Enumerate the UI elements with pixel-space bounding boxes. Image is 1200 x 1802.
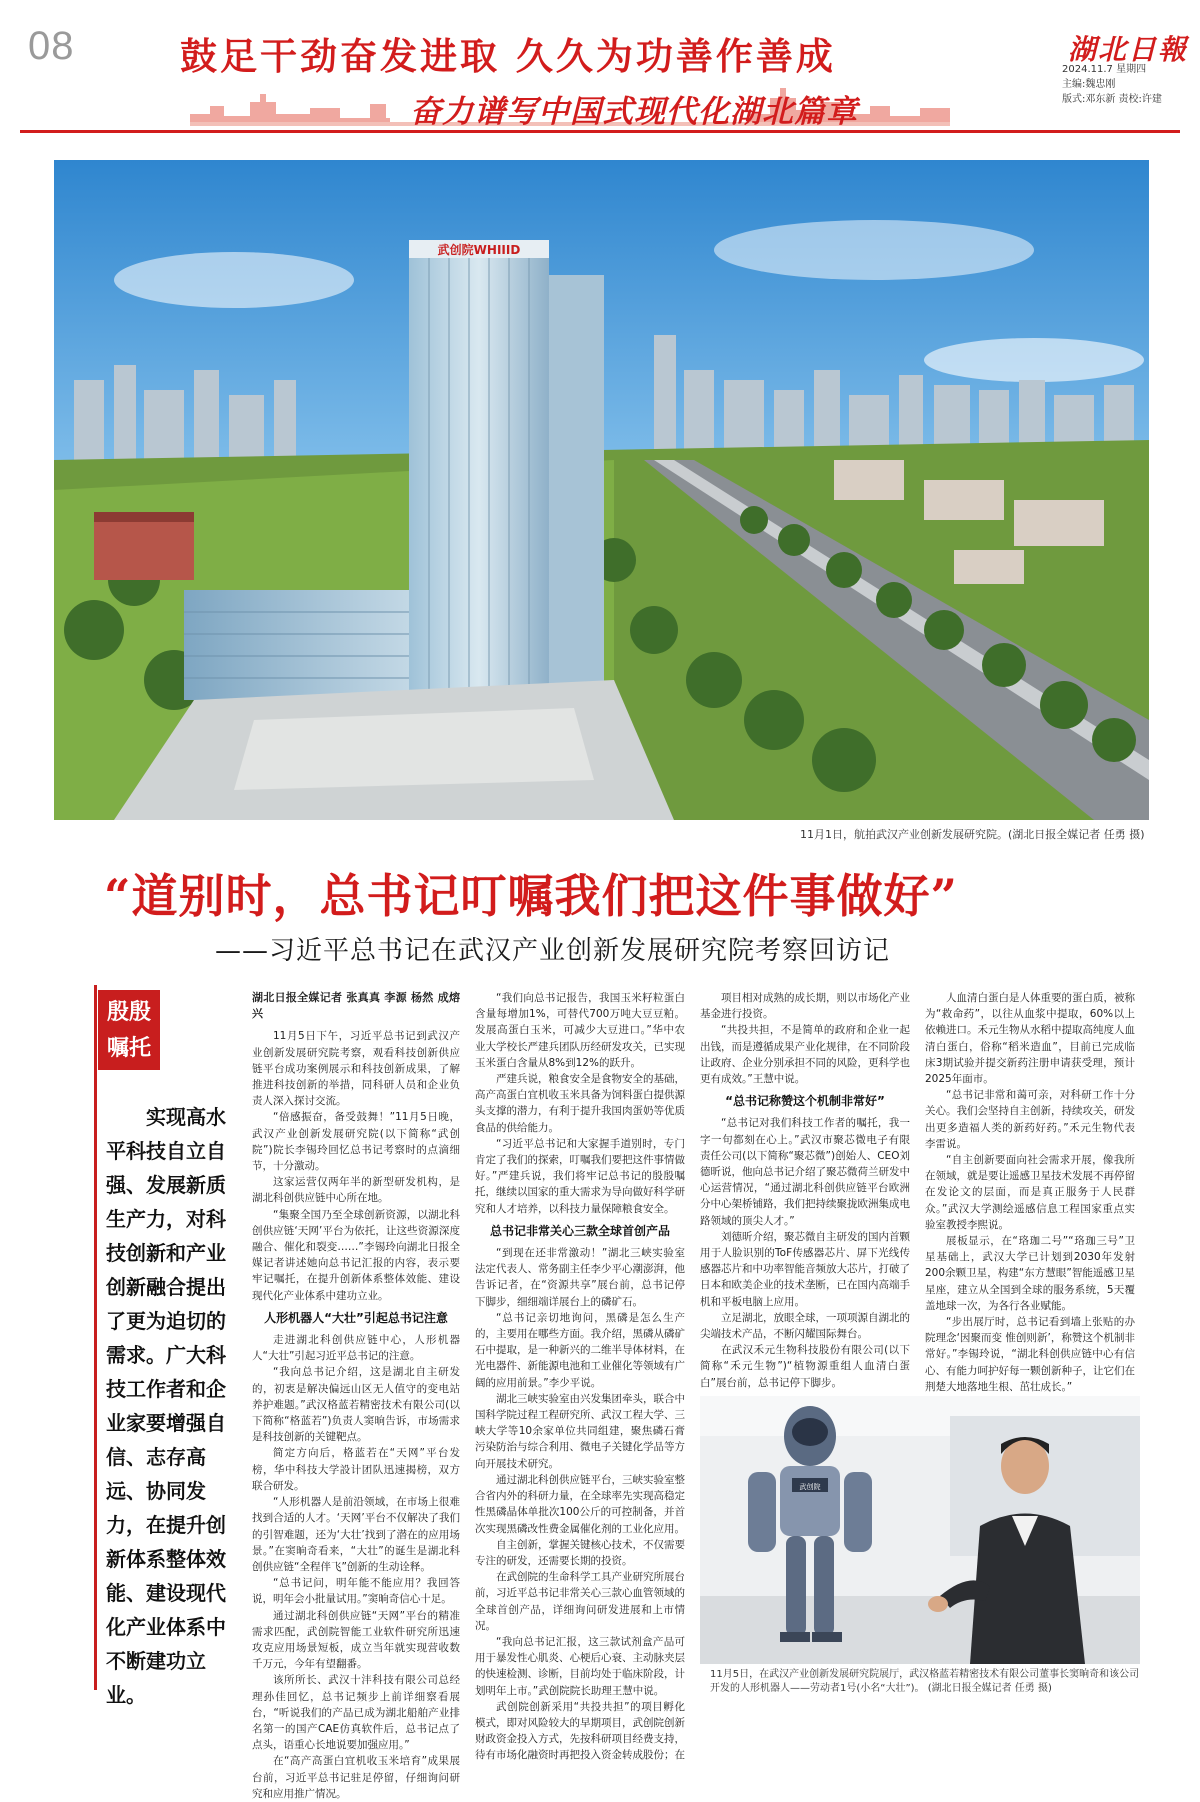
paragraph: “我向总书记介绍，这是湖北自主研发的，初衷是解决偏远山区无人值守的变电站养护难题。”武汉格蓝若精密技术有限公司(以下简称“格蓝若”)负责人窦晌告诉，市场需求是科技创新的关键靶点。 <box>252 1366 460 1444</box>
headline: “道别时，总书记叮嘱我们把这件事做好” <box>104 869 958 923</box>
paragraph: 严建兵说，粮食安全是食物安全的基础，高产高蛋白宜机收玉米具备为饲料蛋白提供源头支撑的潜力，有利于提升我国肉蛋奶等优质食品的供给能力。 <box>475 1073 685 1134</box>
column-tag <box>98 990 160 1070</box>
paragraph: “步出展厅时，总书记看到墙上张贴的办院理念‘因聚而变 惟创则新’，称赞这个机制非常好。”李锡玲说，“湖北科创供应链中心有信心、有能力呵护好每一颗创新种子，让它们在荆楚大地落地生根、茁壮成长。” <box>925 1316 1135 1393</box>
paragraph: 项目相对成熟的成长期，则以市场化产业基金进行投资。 <box>700 992 910 1021</box>
paragraph: “总书记对我们科技工作者的嘱托，我一字一句都刻在心上。”武汉市聚芯微电子有限责任公司(以下简称“聚芯微”)创始人、CEO刘德昕说，他向总书记介绍了聚芯微荷兰研发中心运营情况，“通过湖北科创供应链平台欧洲分中心架桥铺路，我们把持续聚拢欧洲集成电路领域的顶尖人才。” <box>700 1117 910 1227</box>
article-column-4 <box>925 990 1135 1393</box>
issue-date: 2024.11.7 星期四 <box>1062 64 1147 75</box>
paragraph: “总书记问，明年能不能应用？我回答说，明年会小批量试用。”窦晌奇信心十足。 <box>252 1577 460 1606</box>
paragraph: 通过湖北科创供应链平台，三峡实验室整合省内外的科研力量，在全球率先实现高稳定性黑磷晶体单批次100公斤的可控制备，并首次实现黑磷改性费金属催化剂的工业化应用。 <box>475 1473 685 1535</box>
paragraph: “总书记非常和蔼可亲，对科研工作十分关心。我们会坚持自主创新，持续攻关，研发出更多造福人类的新药好药。”禾元生物代表李雷说。 <box>925 1089 1135 1150</box>
paragraph: “集聚全国乃至全球创新资源，以湖北科创供应链‘天网’平台为依托，让这些资源深度融合、催化和裂变……”李锡玲向湖北日报全媒记者讲述她向总书记汇报的内容，表示要牢记嘱托，在提升创新体系整体效能、建设现代化产业体系中建功立业。 <box>252 1208 460 1302</box>
paragraph: 湖北三峡实验室由兴发集团牵头，联合中国科学院过程工程研究所、武汉工程大学、三峡大学等10余家单位共同组建，聚焦磷石膏污染防治与综合利用、微电子关键化学品等方向开展技术研究。 <box>475 1392 685 1470</box>
subheadline: ——习近平总书记在武汉产业创新发展研究院考察回访记 <box>215 936 891 966</box>
issue-meta <box>1062 62 1162 107</box>
paragraph: 该所所长、武汉十沣科技有限公司总经理孙佳回忆，总书记频步上前详细察看展台，“听说我们的产品已成为湖北船舶产业排名第一的国产CAE仿真软件后，总书记点了点头，语重心长地说要加强应用。” <box>252 1674 460 1752</box>
paragraph: 在“高产高蛋白宜机收玉米培育”成果展台前，习近平总书记驻足停留，仔细询问研究和应用推广情况。 <box>252 1755 460 1800</box>
paragraph: 通过湖北科创供应链“天网”平台的精准需求匹配，武创院智能工业软件研究所迅速攻克应用场景短板，成立当年就实现营收数千万元，今年有望翻番。 <box>252 1609 460 1671</box>
building-sign: 武创院WHIIID <box>437 243 521 257</box>
paragraph: 走进湖北科创供应链中心，人形机器人“大壮”引起习近平总书记的注意。 <box>252 1334 460 1363</box>
paragraph: “自主创新要面向社会需求开展，像我所在领域，就是要让遥感卫星技术发展不再停留在发论文的层面，而是真正服务于人民群众。”武汉大学测绘遥感信息工程国家重点实验室教授李熙说。 <box>925 1154 1135 1231</box>
paragraph: 这家运营仅两年半的新型研发机构，是湖北科创供应链中心所在地。 <box>252 1176 460 1205</box>
paragraph: “人形机器人是前沿领域，在市场上很难找到合适的人才。‘天网’平台不仅解决了我们的引智难题，还为‘大壮’找到了潜在的应用场景。”在窦晌奇看来，“大壮”的诞生是湖北科创供应链“全程伴飞”创新的生动诠释。 <box>252 1496 460 1573</box>
paragraph: “我向总书记汇报，这三款试剂盒产品可用于暴发性心肌炎、心梗后心衰、主动脉夹层的快速检测、诊断，目前均处于临床阶段，计划明年上市。”武创院院长助理王慧中说。 <box>475 1635 685 1697</box>
sidebar-rule <box>94 985 97 1690</box>
paragraph: 在武汉禾元生物科技股份有限公司(以下简称“禾元生物”)“植物源重组人血清白蛋白”展台前，总书记停下脚步。 <box>700 1344 910 1389</box>
slogan-top: 鼓足干劲奋发进取 久久为功善作善成 <box>180 34 836 78</box>
section-heading-mechanism: “总书记称赞这个机制非常好” <box>725 1094 885 1109</box>
article-column-1 <box>252 990 460 1800</box>
paragraph: “共投共担，不是简单的政府和企业一起出钱，而是遵循成果产业化规律，在不同阶段让政府、企业分别承担不同的风险，更科学也更有成效。”王慧中说。 <box>700 1024 910 1086</box>
paragraph: 武创院创新采用“共投共担”的项目孵化模式，即对风险较大的早期项目，武创院创新财政资金投入方式，先按科研项目经费支持，待有市场化融资时再把投入资金转成股份；在 <box>475 1700 685 1762</box>
paragraph: 自主创新，掌握关键核心技术，不仅需要专注的研发，还需要长期的投资。 <box>475 1538 685 1567</box>
paragraph: 简定方向后，格蓝若在“天网”平台发榜，华中科技大学設计团队迅速揭榜，双方联合研发。 <box>252 1447 460 1492</box>
column-tag-line1: 殷殷 <box>106 999 151 1025</box>
paragraph: “总书记亲切地询问，黑磷是怎么生产的，主要用在哪些方面。我介绍，黑磷从磷矿石中提取，是一种新兴的二维半导体材料，在光电器件、新能源电池和工业催化等领域有广阔的应用前景。”李少平说。 <box>475 1311 685 1389</box>
aerial-photo-illustration <box>54 160 1149 820</box>
article-column-2 <box>475 990 685 1762</box>
section-heading-robot: 人形机器人“大壮”引起总书记注意 <box>264 1310 448 1325</box>
robot-photo-illustration <box>700 1396 1140 1664</box>
paragraph: 人血清白蛋白是人体重要的蛋白质，被称为“救命药”，以往从血浆中提取，60%以上依赖进口。禾元生物从水稻中提取高纯度人血清白蛋白，俗称“稻米造血”，目前已完成临床3期试验并提交新药注册申请获受理，预计2025年面市。 <box>925 992 1135 1086</box>
sidebar-quote: 实现高水平科技自立自强、发展新质生产力，对科技创新和产业创新融合提出了更为迫切的需求。广大科技工作者和企业家要增强自信、志存高远、协同发力，在提升创新体系整体效能、建设现代化产业体系中不断建功立业。 <box>106 1105 226 1707</box>
byline: 湖北日报全媒记者 张真真 李源 杨然 成熔兴 <box>252 991 460 1021</box>
paragraph: “倍感振奋，备受鼓舞！”11月5日晚，武汉产业创新发展研究院(以下简称“武创院”)院长李锡玲回忆总书记考察时的点滴细节，十分激动。 <box>252 1111 460 1173</box>
robot-badge: 武创院 <box>799 1483 821 1491</box>
column-tag-line2: 嘱托 <box>106 1035 151 1061</box>
paragraph: 展板显示，在“珞珈二号”“珞珈三号”卫星基础上，武汉大学已计划到2030年发射200余颗卫星，构建“东方慧眼”智能遥感卫星星座，建立从全国到全球的服务系统，5天覆盖地球一次，为各行各业赋能。 <box>925 1235 1135 1312</box>
paragraph: “到现在还非常激动！”湖北三峡实验室法定代表人、常务副主任李少平心潮澎湃，他告诉记者，在“资源共享”展台前，总书记停下脚步，细细端详展台上的磷矿石。 <box>475 1247 685 1308</box>
layout-credits: 版式:邓东新 责校:许建 <box>1062 94 1162 105</box>
robot-photo <box>700 1396 1140 1664</box>
paragraph: “习近平总书记和大家握手道别时，专门肯定了我们的探索，叮嘱我们要把这件事情做好。”严建兵说，我们将牢记总书记的殷殷嘱托，继续以国家的重大需求为导向做好科学研究和人才培养，以科技力量保障粮食安全。 <box>475 1137 685 1215</box>
newspaper-masthead: 湖北日報 <box>1068 33 1189 66</box>
header-divider <box>20 130 1180 133</box>
paragraph: 11月5日下午，习近平总书记到武汉产业创新发展研究院考察，观看科技创新供应链平台成功案例展示和科技创新成果，了解推进科技创新的举措，同科研人员和企业负责人深入探讨交流。 <box>252 1030 460 1108</box>
chief-editor: 主编:魏忠刚 <box>1062 79 1116 90</box>
paragraph: 在武创院的生命科学工具产业研究所展台前，习近平总书记非常关心三款心血管领域的全球首创产品，详细询问研发进展和上市情况。 <box>475 1571 685 1632</box>
article-column-3 <box>700 990 910 1389</box>
paragraph: 刘德昕介绍，聚芯微自主研发的国内首颗用于人脸识别的ToF传感器芯片、屏下光线传感器芯片和中功率智能音频放大芯片，打破了日本和欧美企业的技术垄断，已在国内高端手机和平板电脑上应用。 <box>700 1230 910 1308</box>
bottom-photo-caption: 11月5日，在武汉产业创新发展研究院展厅，武汉格蓝若精密技术有限公司董事长窦晌奇和该公司开发的人形机器人——劳动者1号(小名“大壮”)。 (湖北日报全媒记者 任勇 摄) <box>710 1669 1140 1694</box>
paragraph: “我们向总书记报告，我国玉米籽粒蛋白含量每增加1%，可替代700万吨大豆豆粕。发展高蛋白玉米，可减少大豆进口。”华中农业大学校长严建兵团队历经研发攻关，已实现玉米蛋白含量从8%到12%的跃升。 <box>475 992 685 1069</box>
paragraph: 立足湖北，放眼全球，一项项源自湖北的尖端技术产品，不断闪耀国际舞台。 <box>700 1311 910 1341</box>
slogan-banner-text: 奋力谱写中国式现代化湖北篇章 <box>410 94 858 130</box>
aerial-photo <box>54 160 1149 820</box>
page-number: 08 <box>28 24 75 68</box>
top-photo-caption: 11月1日，航拍武汉产业创新发展研究院。(湖北日报全媒记者 任勇 摄) <box>800 828 1145 841</box>
section-heading-products: 总书记非常关心三款全球首创产品 <box>489 1223 670 1238</box>
